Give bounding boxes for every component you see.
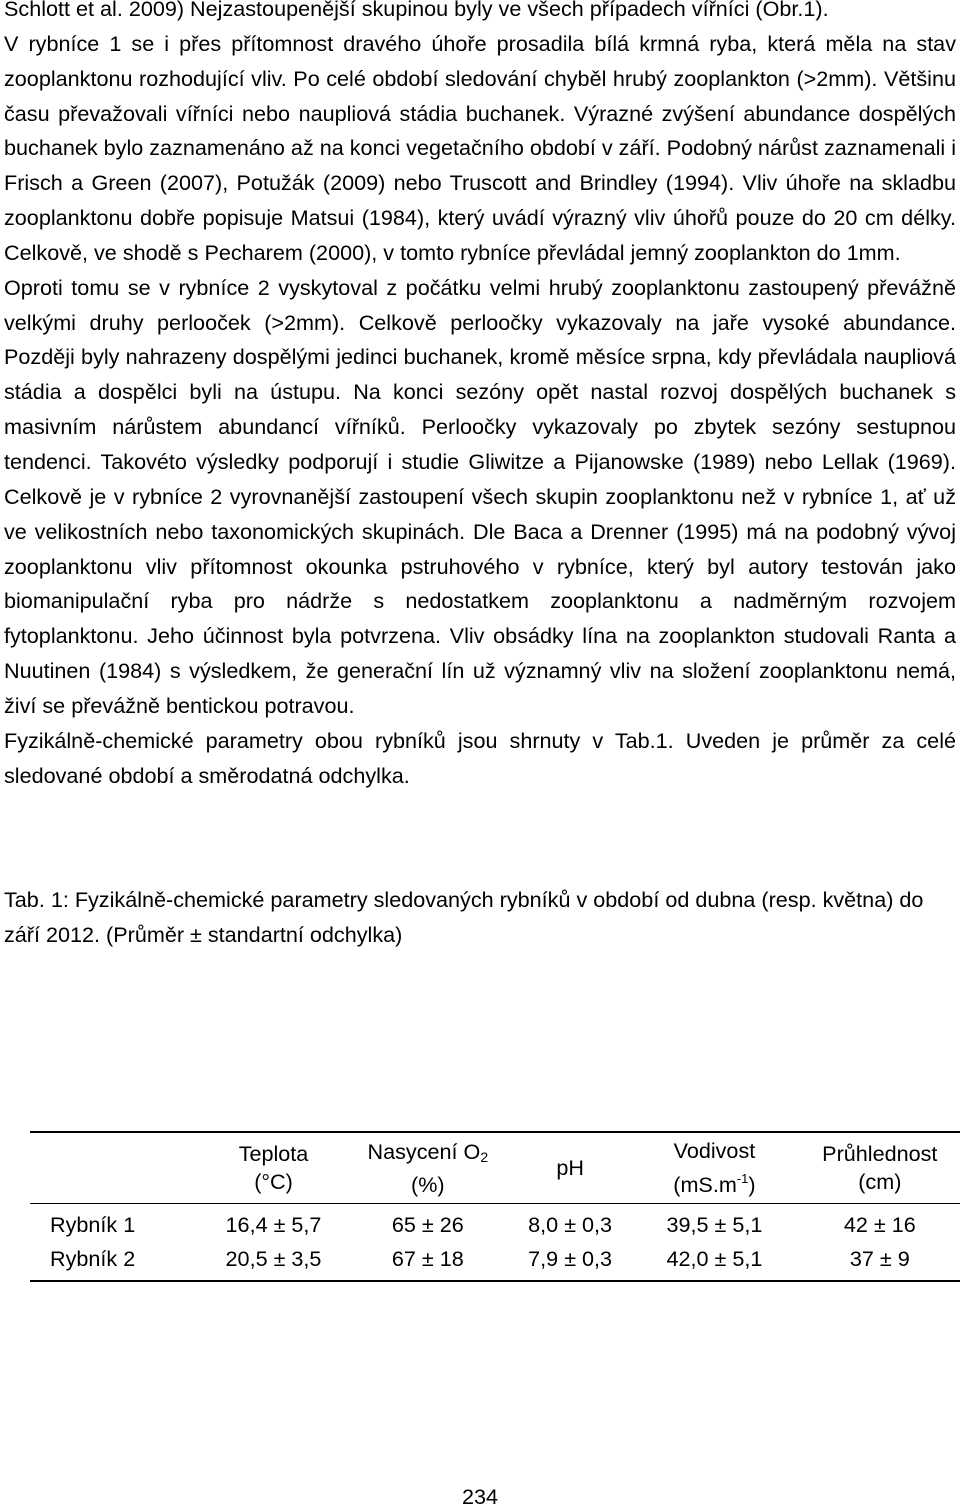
- cell-ph: 7,9 ± 0,3: [528, 1246, 613, 1271]
- header-oxygen: Nasycení $O_2$ (%): [367, 1138, 489, 1197]
- paragraph-1: Schlott et al. 2009) Nejzastoupenější skupinou byly ve všech případech vířníci (Obr.1).: [4, 0, 829, 21]
- page-number: 234: [461, 1484, 499, 1509]
- header-transparency: Průhlednost (cm): [822, 1141, 938, 1194]
- parameters-table: [30, 1131, 960, 1282]
- cell-temperature: 16,4 ± 5,7: [225, 1212, 322, 1237]
- cell-oxygen: 67 ± 18: [391, 1246, 464, 1271]
- table-header-row: [30, 1132, 960, 1204]
- cell-transparency: 37 ± 9: [849, 1246, 910, 1271]
- header-empty: [30, 1132, 202, 1204]
- parameters-table-wrap: [30, 1131, 960, 1282]
- cell-conductivity: 39,5 ± 5,1: [666, 1212, 763, 1237]
- header-ph: pH: [556, 1155, 584, 1180]
- paragraph-2: V rybníce 1 se i přes přítomnost dravého úhoře prosadila bílá krmná ryba, která měla na stav zooplanktonu rozhodující vliv. Po celé období sledování chyběl hrubý zooplankton (>2mm). Většinu času převažovali vířníci nebo naupliová stádia buchanek. Výrazné zvýšení abundance dospělých buchanek bylo zaznamenáno až na konci vegetačního období v září. Podobný nárůst zaznamenali i Frisch a Green (2007), Potužák (2009) nebo Truscott and Brindley (1994). Vliv úhoře na skladbu zooplanktonu dobře popisuje Matsui (1984), který uvádí výrazný vliv úhořů pouze do 20 cm délky. Celkově, ve shodě s Pecharem (2000), v tomto rybníce převládal jemný zooplankton do 1mm.: [4, 30, 956, 265]
- header-conductivity: Vodivost $(mS.m^{-1})$: [673, 1138, 756, 1197]
- table-caption: Tab. 1: Fyzikálně-chemické parametry sledovaných rybníků v období od dubna (resp. května) do září 2012. (Průměr ± standartní odchylka): [4, 887, 924, 948]
- cell-temperature: 20,5 ± 3,5: [225, 1246, 322, 1271]
- cell-conductivity: 42,0 ± 5,1: [666, 1246, 763, 1271]
- row-label: Rybník 2: [50, 1246, 136, 1271]
- document-page: [4, 0, 956, 953]
- row-label: Rybník 1: [50, 1212, 136, 1237]
- table-row: [30, 1242, 960, 1281]
- header-temperature: Teplota (°C): [238, 1141, 309, 1194]
- cell-ph: 8,0 ± 0,3: [528, 1212, 613, 1237]
- paragraph-4: Fyzikálně-chemické parametry obou rybníků jsou shrnuty v Tab.1. Uveden je průměr za celé sledované období a směrodatná odchylka.: [4, 727, 956, 788]
- paragraph-3: Oproti tomu se v rybníce 2 vyskytoval z počátku velmi hrubý zooplanktonu zastoupený převážně velkými druhy perlooček (>2mm). Celkově perloočky vykazovaly na jaře vysoké abundance. Později byly nahrazeny dospělými jedinci buchanek, kromě měsíce srpna, kdy převládala naupliová stádia a dospělci byli na ústupu. Na konci sezóny opět nastal rozvoj dospělých buchanek s masivním nárůstem abundancí vířníků. Perloočky vykazovaly po zbytek sezóny sestupnou tendenci. Takovéto výsledky podporují i studie Gliwitze a Pijanowske (1989) nebo Lellak (1969). Celkově je v rybníce 2 vyrovnanější zastoupení všech skupin zooplanktonu než v rybníce 1, ať už ve velikostních nebo taxonomických skupinách. Dle Baca a Drenner (1995) má na podobný vývoj zooplanktonu vliv přítomnost okounka pstruhového v rybníce, který byl autory testován jako biomanipulační ryba pro nádrže s nedostatkem zooplanktonu a nadměrným rozvojem fytoplanktonu. Jeho účinnost byla potvrzena. Vliv obsádky lína na zooplankton studovali Ranta a Nuutinen (1984) s výsledkem, že generační lín už významný vliv na složení zooplanktonu nemá, živí se převážně bentickou potravou.: [4, 274, 956, 718]
- cell-transparency: 42 ± 16: [843, 1212, 916, 1237]
- table-row: [30, 1204, 960, 1243]
- cell-oxygen: 65 ± 26: [391, 1212, 464, 1237]
